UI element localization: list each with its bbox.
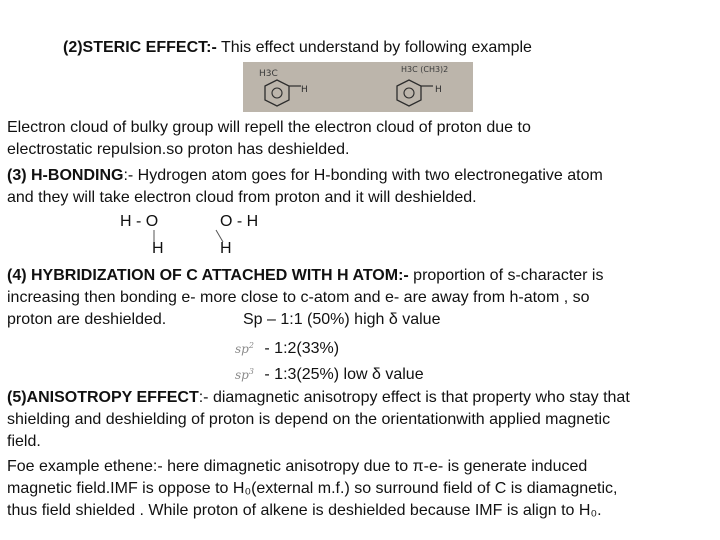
handwritten-structures-photo: [243, 62, 473, 112]
sp3-label: $sp^3$: [235, 367, 254, 382]
hbond-right-top: O - H: [220, 213, 259, 230]
left-h-label: H: [301, 85, 308, 95]
hybrid-heading: (4) HYBRIDIZATION OF C ATTACHED WITH H ATOM:-: [7, 267, 409, 284]
steric-line-2: electrostatic repulsion.so proton has deshielded.: [7, 141, 350, 158]
aniso-line-3: field.: [7, 433, 41, 450]
hbond-left-h: H: [152, 240, 164, 257]
hbond-heading: (3) H-BONDING: [7, 167, 124, 184]
structure-sketch: [243, 62, 473, 112]
hybrid-line-1-text: proportion of s-character is: [408, 267, 604, 284]
left-methyl-label: H3C: [259, 69, 278, 79]
right-h-label: H: [435, 85, 442, 95]
hybrid-line-2: increasing then bonding e- more close to c-atom and e- are away from h-atom , so: [7, 289, 590, 306]
sp3-text: - 1:3(25%) low δ value: [264, 366, 424, 383]
hbond-line-1: [7, 165, 603, 187]
aniso-line-6: thus field shielded . While proton of alkene is deshielded because IMF is align to H₀.: [7, 502, 602, 519]
heading-text: This effect understand by following example: [216, 39, 532, 56]
section-heading: [63, 37, 532, 59]
hybrid-line-1: [7, 265, 603, 287]
heading-number: (2)STERIC EFFECT:-: [63, 39, 217, 56]
hbond-line-1-text: :- Hydrogen atom goes for H-bonding with two electronegative atom: [123, 167, 603, 184]
sp2-label: $sp^2$: [235, 341, 254, 356]
hbond-left-top: H - O: [120, 213, 159, 230]
aniso-line-4: Foe example ethene:- here dimagnetic anisotropy due to π-e- is generate induced: [7, 458, 588, 475]
sp2-text: - 1:2(33%): [264, 340, 340, 357]
aniso-line-1: [7, 387, 630, 409]
steric-line-1: Electron cloud of bulky group will repell the electron cloud of proton due to: [7, 119, 531, 136]
hybrid-sp-value: Sp – 1:1 (50%) high δ value: [243, 311, 441, 328]
hbond-line-2: and they will take electron cloud from proton and it will deshielded.: [7, 189, 477, 206]
sp2-row: [235, 335, 339, 360]
aniso-line-2: shielding and deshielding of proton is depend on the orientationwith applied magnetic: [7, 411, 611, 428]
aniso-line-1-text: :- diamagnetic anisotropy effect is that property who stay that: [198, 389, 630, 406]
sp3-row: [235, 361, 424, 386]
hybrid-line-3a: proton are deshielded.: [7, 311, 167, 328]
hbond-right-h: H: [220, 240, 232, 257]
aniso-heading: (5)ANISOTROPY EFFECT: [7, 389, 199, 406]
aniso-line-5: magnetic field.IMF is oppose to H₀(external m.f.) so surround field of C is diamagnetic,: [7, 480, 618, 497]
right-group-label: H3C (CH3)2: [401, 65, 449, 74]
